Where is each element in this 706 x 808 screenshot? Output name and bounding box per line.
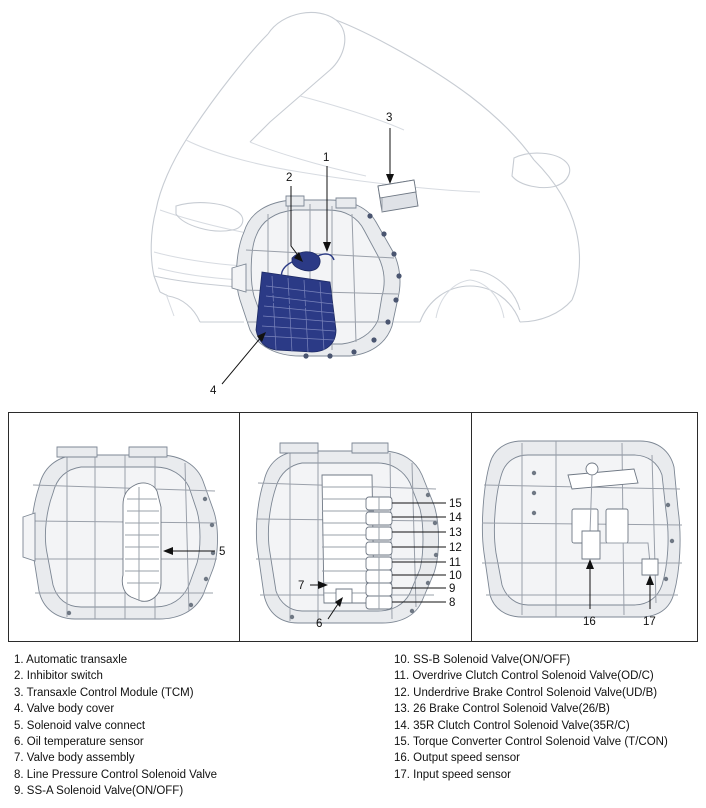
callout-2: 2 (286, 172, 293, 184)
speed-sensor-panel (472, 412, 698, 642)
legend-item: 13. 26 Brake Control Solenoid Valve(26/B) (394, 703, 610, 716)
legend-item: 1. Automatic transaxle (14, 654, 128, 666)
callout-3: 3 (386, 112, 393, 124)
valve-body-cover-panel (8, 412, 240, 642)
callout-4: 4 (210, 385, 217, 397)
callout-10: 10 (449, 570, 462, 582)
callout-14: 14 (449, 512, 462, 524)
callout-9: 9 (449, 583, 456, 595)
callout-6: 6 (316, 618, 323, 630)
legend-item: 15. Torque Converter Control Solenoid Valve (T/CON) (394, 736, 668, 749)
legend-item: 12. Underdrive Brake Control Solenoid Valve(UD/B) (394, 686, 658, 699)
callout-15: 15 (449, 498, 462, 510)
callout-17: 17 (643, 616, 656, 628)
legend-item: 3. Transaxle Control Module (TCM) (14, 686, 194, 699)
legend-item: 4. Valve body cover (14, 703, 115, 716)
legend-item: 9. SS-A Solenoid Valve(ON/OFF) (14, 785, 184, 798)
legend-item: 8. Line Pressure Control Solenoid Valve (14, 768, 218, 781)
legend-item: 10. SS-B Solenoid Valve(ON/OFF) (394, 654, 571, 666)
legend-item: 17. Input speed sensor (394, 768, 511, 781)
callout-8: 8 (449, 597, 456, 609)
legend-item: 7. Valve body assembly (14, 752, 135, 765)
legend-item: 2. Inhibitor switch (14, 670, 103, 683)
transaxle-rear-view (482, 441, 682, 617)
callout-1: 1 (323, 152, 330, 164)
legend-item: 5. Solenoid valve connect (14, 719, 146, 732)
callout-5: 5 (219, 546, 226, 558)
legend-item: 6. Oil temperature sensor (14, 736, 144, 749)
detail-panels (8, 412, 698, 642)
legend-item: 11. Overdrive Clutch Control Solenoid Valve(OD/C) (394, 670, 654, 683)
transaxle-control-module (378, 180, 418, 212)
legend-column-left (14, 652, 344, 800)
legend-item: 16. Output speed sensor (394, 752, 520, 765)
callout-12: 12 (449, 542, 462, 554)
callout-16: 16 (583, 616, 596, 628)
valve-body-cover-navy (256, 272, 336, 352)
callout-13: 13 (449, 527, 462, 539)
transaxle-side-view-1 (23, 447, 218, 619)
solenoid-valves (366, 497, 392, 609)
solenoid-valve-panel (240, 412, 472, 642)
legend (8, 652, 698, 802)
legend-column-right (394, 652, 704, 783)
callout-7: 7 (298, 580, 305, 592)
callout-11: 11 (449, 557, 461, 569)
solenoid-valve-connector (122, 483, 161, 601)
legend-item: 14. 35R Clutch Control Solenoid Valve(35R/C) (394, 719, 630, 732)
